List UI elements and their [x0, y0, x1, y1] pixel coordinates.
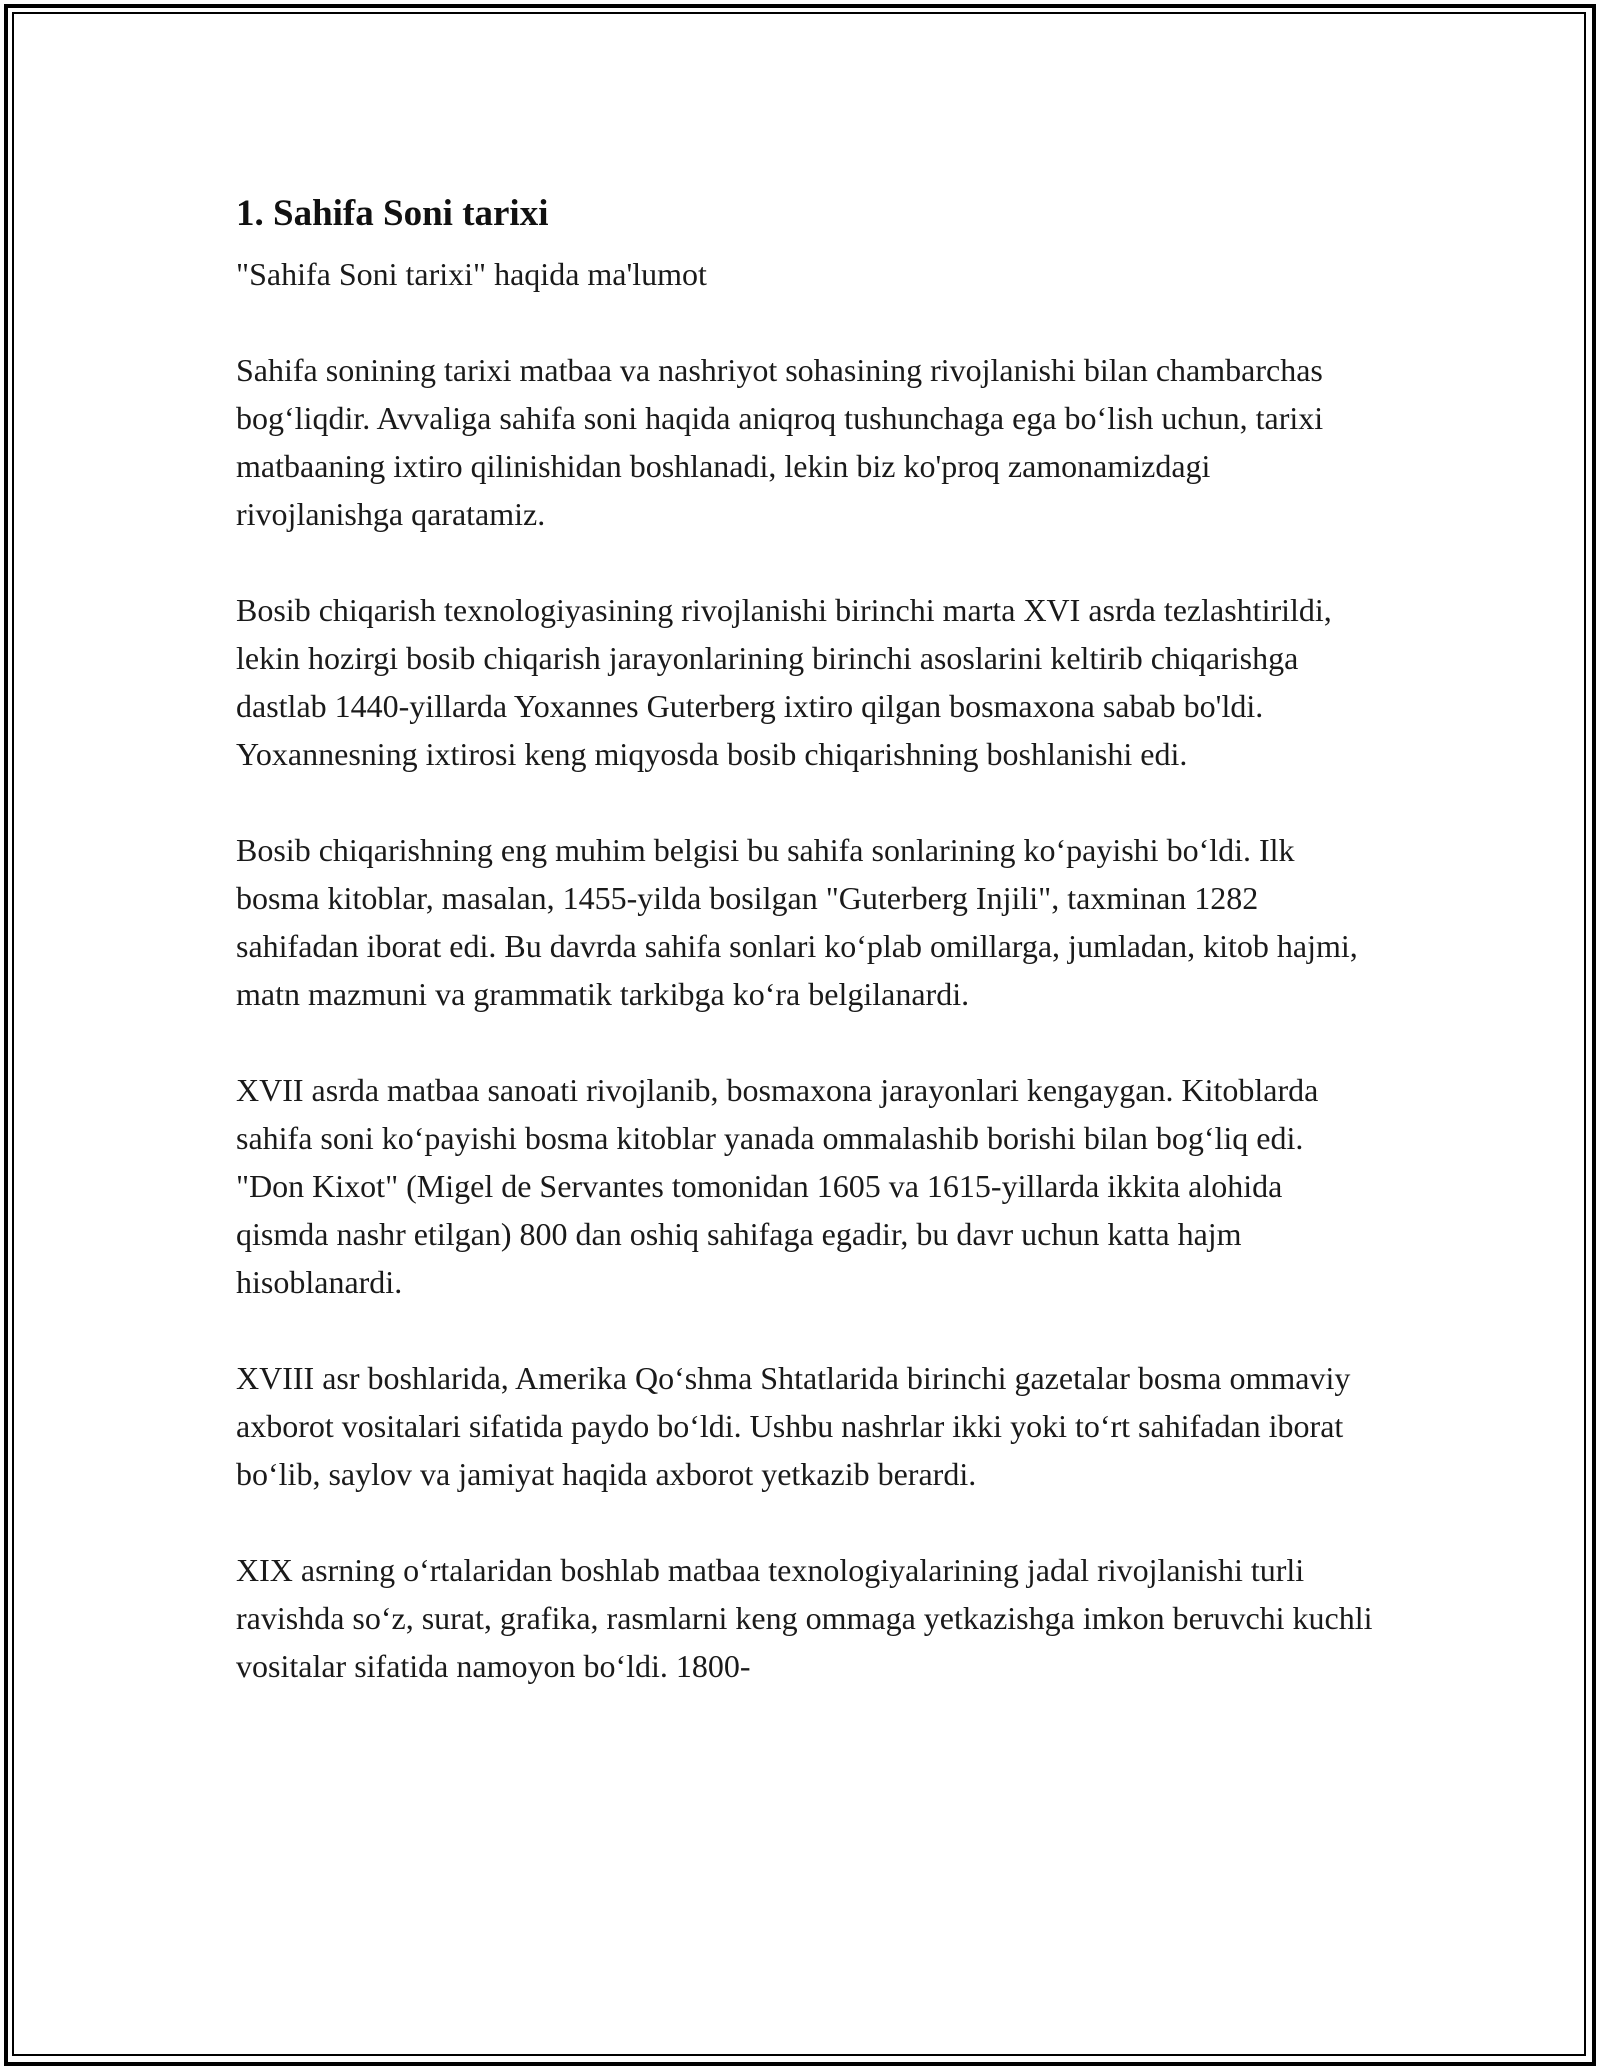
paragraph-4: XVII asrda matbaa sanoati rivojlanib, bosmaxona jarayonlari kengaygan. Kitoblarda sahifa soni ko‘payishi bosma kitoblar yanada ommalashib borishi bilan bog‘liq edi. "Don Kixot" (Migel de Servantes tomonidan 1605 va 1615-yillarda ikkita alohida qismda nashr etilgan) 800 dan oshiq sahifaga egadir, bu davr uchun katta hajm hisoblanardi.	[236, 1072, 1319, 1300]
paragraph-5: XVIII asr boshlarida, Amerika Qo‘shma Shtatlarida birinchi gazetalar bosma ommaviy axborot vositalari sifatida paydo bo‘ldi. Ushbu nashrlar ikki yoki to‘rt sahifadan iborat bo‘lib, saylov va jamiyat haqida axborot yetkazib berardi.	[236, 1360, 1351, 1492]
paragraph-6: XIX asrning o‘rtalaridan boshlab matbaa texnologiyalarining jadal rivojlanishi turli ravishda so‘z, surat, grafika, rasmlarni keng ommaga yetkazishga imkon beruvchi kuchli vositalar sifatida namoyon bo‘ldi. 1800-	[236, 1552, 1373, 1684]
document-subtitle: "Sahifa Soni tarixi" haqida ma'lumot	[236, 256, 707, 292]
paragraph-3: Bosib chiqarishning eng muhim belgisi bu sahifa sonlarining ko‘payishi bo‘ldi. Ilk bosma kitoblar, masalan, 1455-yilda bosilgan "Guterberg Injili", taxminan 1282 sahifadan iborat edi. Bu davrda sahifa sonlari ko‘plab omillarga, jumladan, kitob hajmi, matn mazmuni va grammatik tarkibga ko‘ra belgilanardi.	[236, 832, 1358, 1012]
document-body	[236, 188, 1376, 1690]
page-title: 1. Sahifa Soni tarixi	[236, 193, 549, 234]
paragraph-1: Sahifa sonining tarixi matbaa va nashriyot sohasining rivojlanishi bilan chambarchas bog‘liqdir. Avvaliga sahifa soni haqida aniqroq tushunchaga ega bo‘lish uchun, tarixi matbaaning ixtiro qilinishidan boshlanadi, lekin biz ko'proq zamonamizdagi rivojlanishga qaratamiz.	[236, 352, 1324, 532]
paragraph-2: Bosib chiqarish texnologiyasining rivojlanishi birinchi marta XVI asrda tezlashtirildi, lekin hozirgi bosib chiqarish jarayonlarining birinchi asoslarini keltirib chiqarishga dastlab 1440-yillarda Yoxannes Guterberg ixtiro qilgan bosmaxona sabab bo'ldi. Yoxannesning ixtirosi keng miqyosda bosib chiqarishning boshlanishi edi.	[236, 592, 1332, 772]
